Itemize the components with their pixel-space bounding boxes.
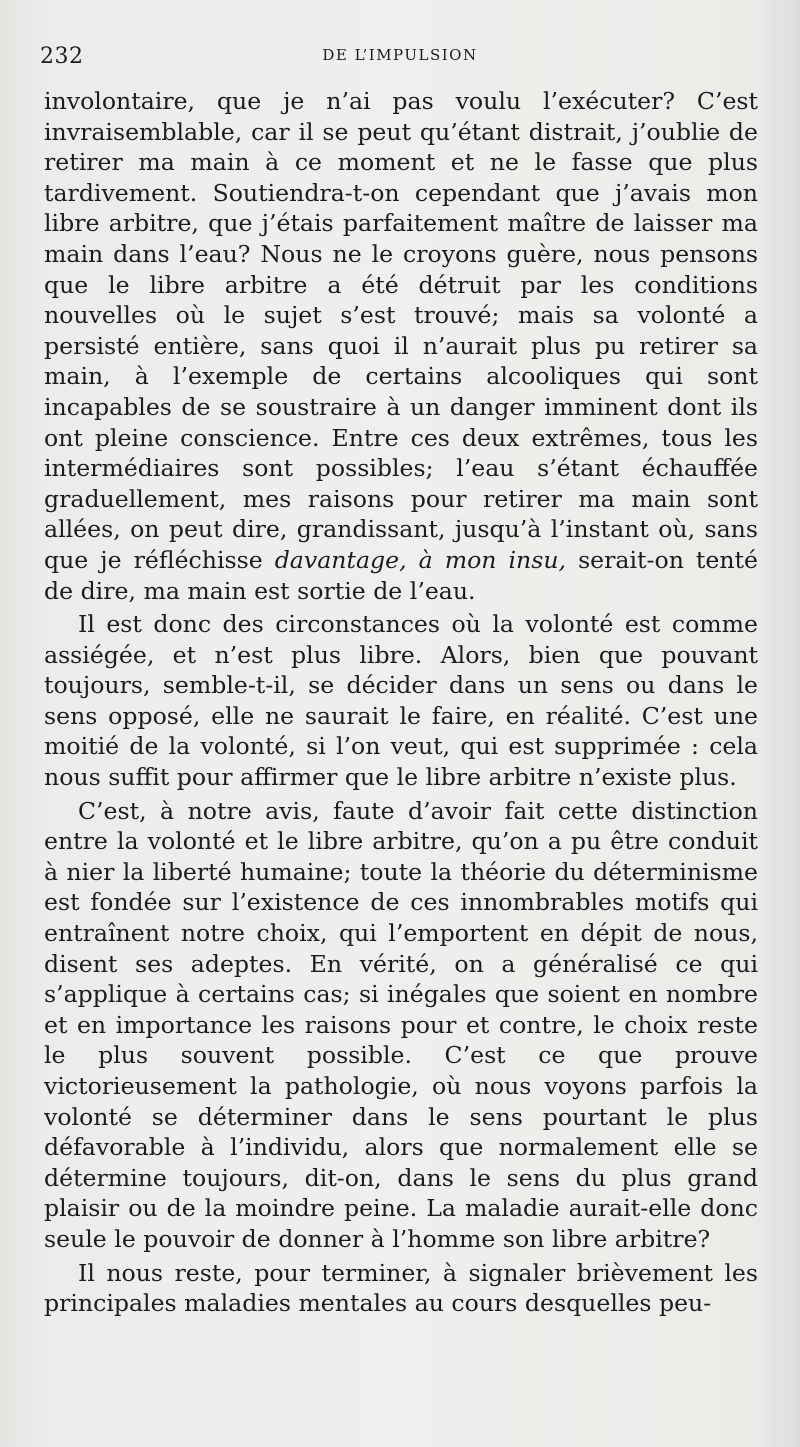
paragraph-3: C’est, à notre avis, faute d’avoir fait cette distinction entre la volonté et le libre arbitre, qu’on a pu être conduit à nier la liberté humaine; toute la théorie du déterminisme est fondée sur l’existence de ces innombrables motifs qui entraînent notre choix, qui l’emportent en dépit de nous, disent ses adeptes. En vérité, on a généralisé ce qui s’applique à certains cas; si inégales que soient en nombre et en importance les raisons pour et contre, le choix reste le plus souvent possible. C’est ce que prouve victorieusement la pathologie, où nous voyons parfois la volonté se déterminer dans le sens pourtant le plus défavorable à l’individu, alors que normalement elle se détermine toujours, dit-on, dans le sens du plus grand plaisir ou de la moindre peine. La maladie aurait-elle donc seule le pouvoir de donner à l’homme son libre arbitre? bbox=[44, 796, 758, 1253]
italic-emphasis: davantage, à mon insu, bbox=[274, 545, 567, 574]
page-number: 232 bbox=[40, 44, 84, 69]
paragraph-1-ending: serait-on tenté de dire, ma main est sortie de l’eau. bbox=[44, 545, 758, 605]
paragraph-2: Il est donc des circonstances où la volonté est comme assiégée, et n’est plus libre. Alors, bien que pouvant toujours, semble-t-il, se décider dans un sens ou dans le sens opposé, elle ne saurait le faire, en réalité. C’est une moitié de la volonté, si l’on veut, qui est supprimée : cela nous suffit pour affirmer que le libre arbitre n’existe plus. bbox=[44, 610, 758, 792]
running-head bbox=[40, 40, 760, 70]
paragraph-1-text: involontaire, que je n’ai pas voulu l’exécuter? C’est invraisemblable, car il se peut qu’étant distrait, j’oublie de retirer ma main à ce moment et ne le fasse que plus tardivement. Soutiendra-t-on cependant que j’avais mon libre arbitre, que j’étais parfaitement maître de laisser ma main dans l’eau? Nous ne le croyons guère, nous pensons que le libre arbitre a été détruit par les conditions nouvelles où le sujet s’est trouvé; mais sa volonté a persisté entière, sans quoi il n’aurait plus pu retirer sa main, à l’exemple de certains alcooliques qui sont incapables de se soustraire à un danger imminent dont ils ont pleine conscience. Entre ces deux extrêmes, tous les intermédiaires sont possibles; l’eau s’étant échauffée graduellement, mes raisons pour retirer ma main sont allées, on peut dire, grandissant, jusqu’à l’instant où, sans que je réfléchisse bbox=[44, 87, 758, 574]
running-title: DE L’IMPULSION bbox=[322, 46, 478, 64]
paragraph-4: Il nous reste, pour terminer, à signaler brièvement les principales maladies mentales au cours desquelles peu- bbox=[44, 1258, 758, 1318]
body-text bbox=[44, 86, 758, 1319]
paragraph-1 bbox=[44, 86, 758, 606]
